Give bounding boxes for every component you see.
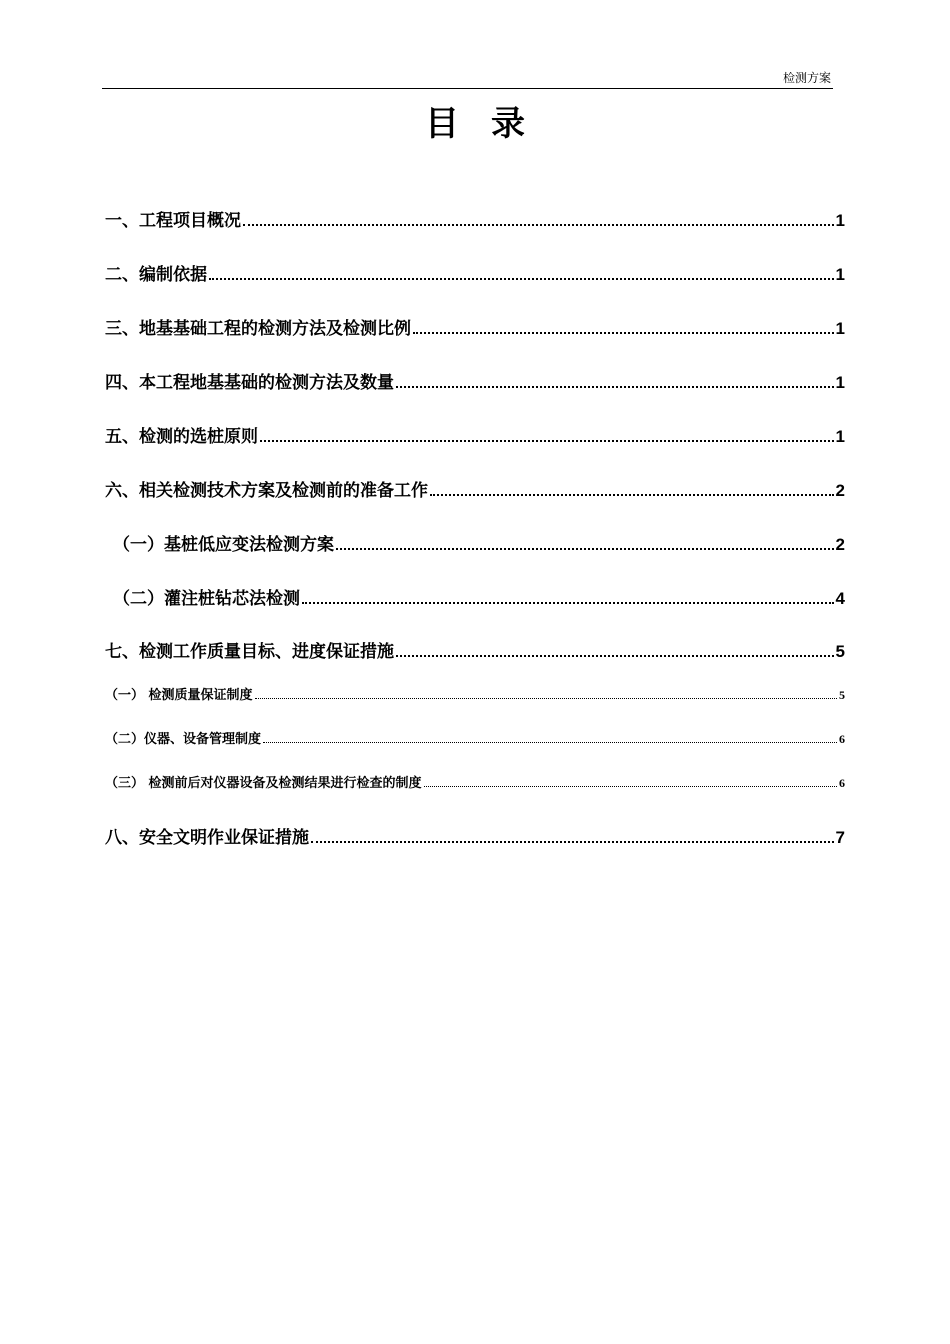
- page-title: 目录: [425, 104, 557, 144]
- toc-entry-label: 六、相关检测技术方案及检测前的准备工作: [105, 481, 428, 501]
- toc-leader-dots: [263, 739, 837, 743]
- toc-entry-page: 6: [839, 776, 845, 790]
- toc-entry[interactable]: [105, 422, 845, 447]
- toc-entry-page: 5: [839, 688, 845, 702]
- toc-leader-dots: [336, 545, 834, 550]
- toc-leader-dots: [396, 383, 834, 388]
- toc-leader-dots: [302, 599, 834, 604]
- toc-entry-page: 6: [839, 732, 845, 746]
- toc-entry[interactable]: [105, 823, 845, 848]
- toc-entry[interactable]: [105, 314, 845, 339]
- toc-entry-page: 1: [835, 211, 845, 230]
- toc-entry[interactable]: [105, 772, 845, 791]
- toc-entry-page: 7: [835, 828, 845, 847]
- toc-entry-label: 三、地基基础工程的检测方法及检测比例: [105, 319, 411, 339]
- toc-entry[interactable]: [105, 206, 845, 231]
- toc-entry-label: （一） 检测质量保证制度: [105, 688, 253, 703]
- toc-entry[interactable]: [105, 368, 845, 393]
- toc-entry-label: （一）基桩低应变法检测方案: [113, 535, 334, 555]
- toc-leader-dots: [424, 783, 837, 787]
- toc-leader-dots: [209, 275, 834, 280]
- toc-entry-page: 2: [835, 481, 845, 500]
- toc-entry-page: 1: [835, 373, 845, 392]
- toc-leader-dots: [311, 838, 834, 843]
- toc-leader-dots: [255, 695, 837, 699]
- toc-entry-label: 五、检测的选桩原则: [105, 427, 258, 447]
- toc-entry-page: 4: [835, 589, 845, 608]
- toc-entry-page: 1: [835, 319, 845, 338]
- toc-entry-label: （二）灌注桩钻芯法检测: [113, 589, 300, 609]
- toc-entry-label: 一、工程项目概况: [105, 211, 241, 231]
- toc-leader-dots: [260, 437, 834, 442]
- toc-entry-page: 2: [835, 535, 845, 554]
- toc-entry[interactable]: [105, 728, 845, 747]
- toc-entry[interactable]: [105, 637, 845, 662]
- toc-entry[interactable]: [105, 476, 845, 501]
- toc-leader-dots: [430, 491, 834, 496]
- toc-entry-label: 七、检测工作质量目标、进度保证措施: [105, 642, 394, 662]
- toc-entry-label: 二、编制依据: [105, 265, 207, 285]
- toc-entry[interactable]: [105, 260, 845, 285]
- page-header: [102, 68, 833, 89]
- toc-entry-page: 5: [835, 642, 845, 661]
- toc-entry-page: 1: [835, 427, 845, 446]
- toc-entry[interactable]: [105, 684, 845, 703]
- toc-entry-label: 八、安全文明作业保证措施: [105, 828, 309, 848]
- toc-entry-label: （二）仪器、设备管理制度: [105, 732, 262, 747]
- toc-leader-dots: [413, 329, 834, 334]
- toc-entry-page: 1: [835, 265, 845, 284]
- toc-entry[interactable]: [113, 584, 845, 609]
- header-text: 检测方案: [782, 71, 831, 85]
- toc-leader-dots: [243, 221, 834, 226]
- toc-entry-label: 四、本工程地基基础的检测方法及数量: [105, 373, 394, 393]
- toc-entry[interactable]: [113, 530, 845, 555]
- toc-leader-dots: [396, 652, 834, 657]
- toc-entry-label: （三） 检测前后对仪器设备及检测结果进行检查的制度: [105, 776, 422, 791]
